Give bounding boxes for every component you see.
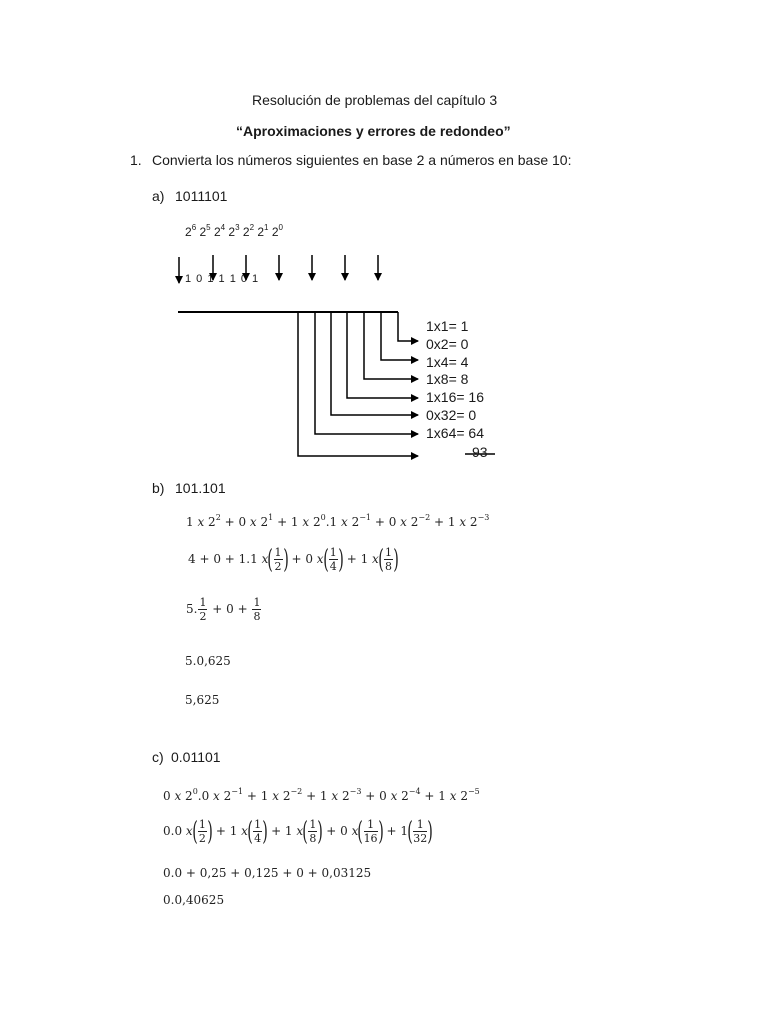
- part-b-label: b): [152, 480, 165, 496]
- down-arrows: [179, 255, 378, 283]
- part-c-value: 0.01101: [171, 749, 221, 765]
- result-row: 1x4= 4: [426, 353, 469, 370]
- part-a-total: 93: [472, 444, 488, 460]
- part-b-step-3-lead: 5.: [186, 602, 198, 616]
- part-c-step-3: 0.0 + 0,25 + 0,125 + 0 + 0,03125: [163, 866, 372, 880]
- powers-of-two-row: $2^6$ $2^5$ $2^4$ $2^3$ $2^2$ $2^1$ $2^0$: [185, 223, 283, 239]
- result-row: 0x32= 0: [426, 406, 477, 423]
- part-c-step-1: 0 x $2^0.0$ x $2^{-1} + 1$ x $2^{-2} + 1$ x $2^{-3} + 0$ x $2^{-4} + 1$ x $2^{-5}$: [163, 787, 480, 803]
- result-row: 1x8= 8: [426, 371, 469, 388]
- part-b-result: 5,625: [185, 693, 220, 707]
- part-b-value: 101.101: [175, 480, 226, 496]
- page-title: Resolución de problemas del capítulo 3: [252, 92, 498, 108]
- part-c-step-2-lead: 0.0: [163, 824, 183, 838]
- binary-digits: 1 0 1 1 1 0 1: [185, 273, 260, 285]
- part-b-step-1: 1 x $2^2 + 0$ x $2^1 + 1$ x $2^0.1$ x $2^{-1} + 0$ x $2^{-2} + 1$ x $2^{-3}$: [186, 513, 490, 529]
- part-c-step-2: 0.0 x( $\frac{1}{2}$ ) + 1 x( $\frac{1}{4}$ ) + 1 x( $\frac{1}{8}$ ) + 0 x( $\frac{1}{16}$ ) + 1( $\frac{1}{32}$ ): [163, 816, 434, 847]
- problem-text: Convierta los números siguientes en base 2 a números en base 10:: [152, 152, 572, 168]
- result-row: 1x64= 64: [426, 424, 484, 441]
- part-b-step-3: 5. $\frac{1}{2}$ + 0 + $\frac{1}{8}$: [186, 596, 261, 623]
- problem-number: 1.: [130, 152, 142, 168]
- part-b-step-2: 4 + 0 + 1.1 x( $\frac{1}{2}$ ) + 0 x( $\frac{1}{4}$ ) + 1 x( $\frac{1}{8}$ ): [188, 544, 399, 575]
- part-b-step-4: 5.0,625: [185, 654, 231, 668]
- part-a-label: a): [152, 188, 165, 204]
- part-c-result: 0.0,40625: [163, 893, 225, 907]
- part-a-value: 1011101: [175, 188, 228, 204]
- result-row: 1x16= 16: [426, 389, 484, 406]
- result-row: 1x1= 1: [426, 318, 469, 334]
- results-list: [426, 318, 484, 443]
- part-b-step-2-lead: 4 + 0 + 1.1: [188, 552, 258, 566]
- page-subtitle: “Aproximaciones y errores de redondeo”: [236, 123, 511, 139]
- part-c-label: c): [152, 749, 164, 765]
- result-row: 0x2= 0: [426, 335, 469, 352]
